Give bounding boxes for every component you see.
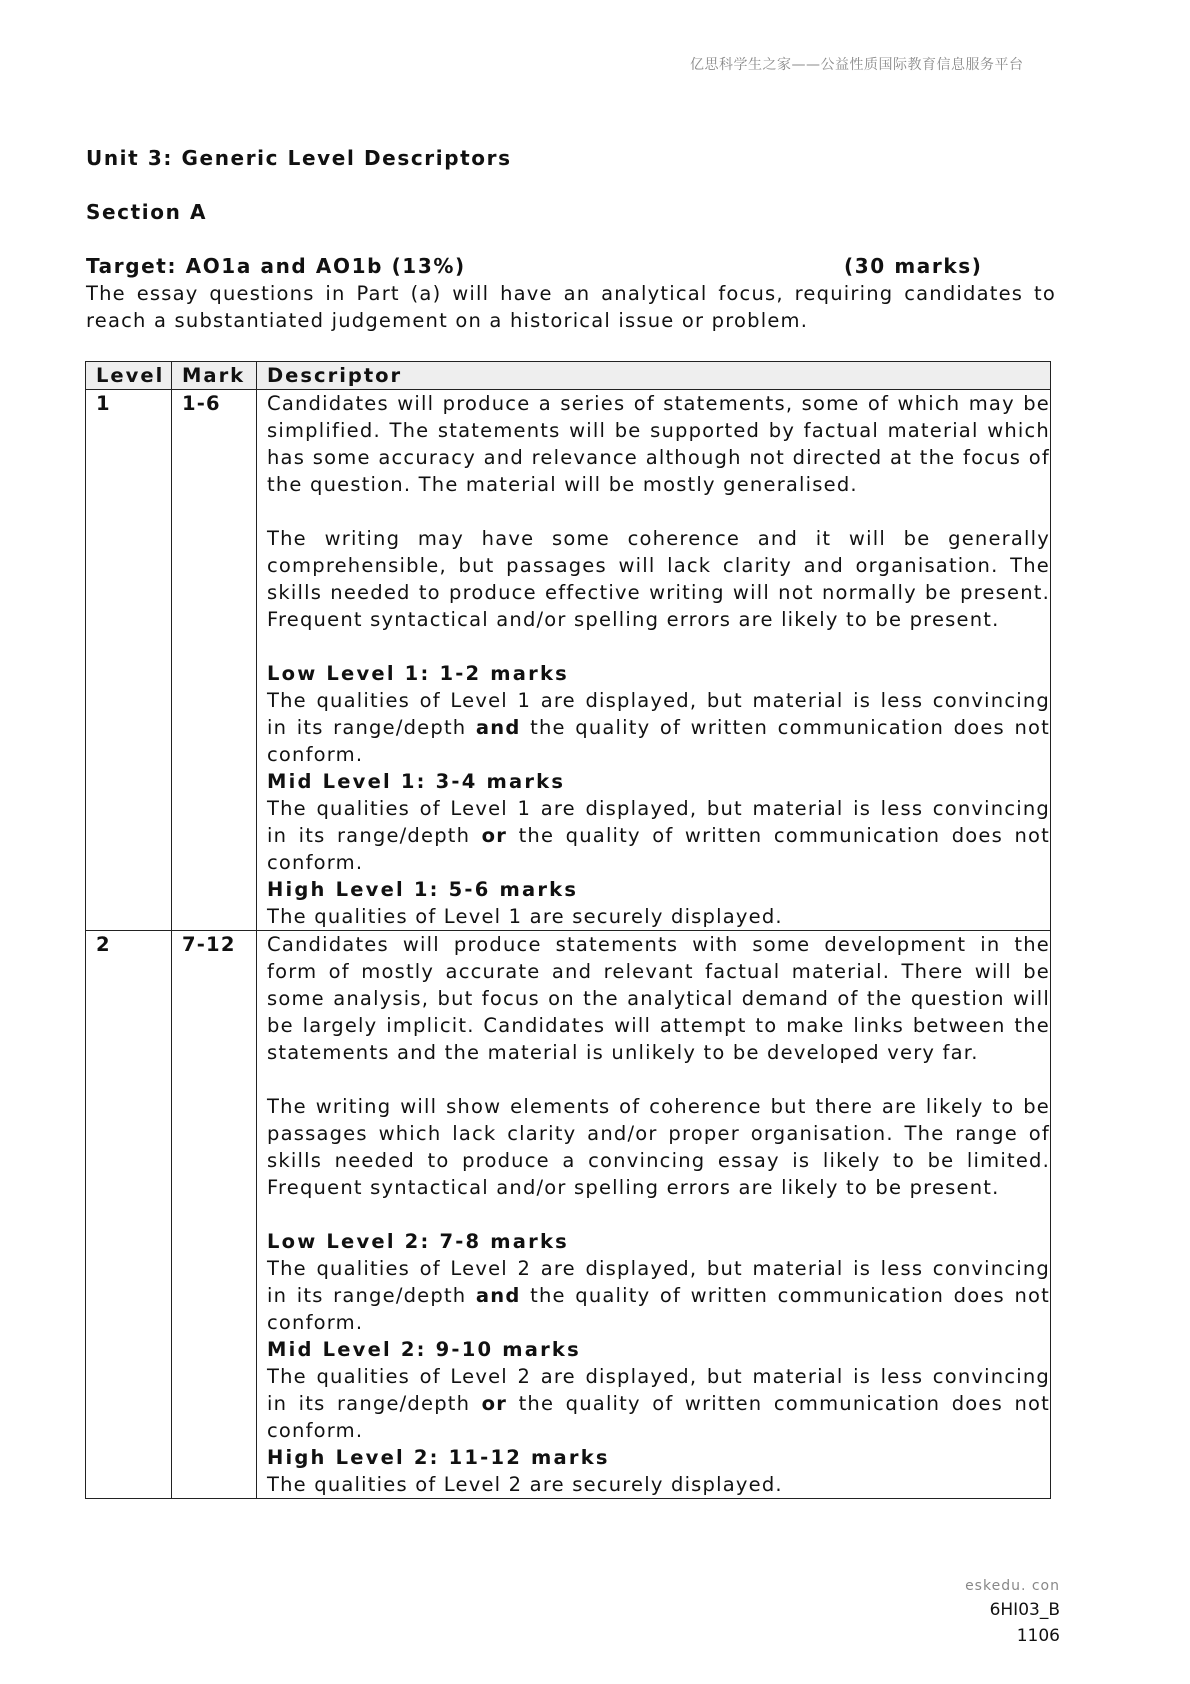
sublevel-heading: High Level 1: 5-6 marks [267,878,579,901]
mark-cell: 7-12 [172,931,257,1499]
sublevel-text: The qualities of Level 2 are securely displayed. [267,1473,783,1496]
sublevel-text: The qualities of Level 2 are displayed, but material is less convincing in its range/depth or the quality of written communication does not conform. [267,1365,1050,1442]
sublevel-text: The qualities of Level 1 are displayed, but material is less convincing in its range/depth or the quality of written communication does not conform. [267,797,1050,874]
footer-watermark: eskedu. con [965,1578,1060,1594]
level-cell: 2 [86,931,172,1499]
page-title: Unit 3: Generic Level Descriptors [86,146,512,170]
level-cell: 1 [86,390,172,931]
watermark-header: 亿思科学生之家——公益性质国际教育信息服务平台 [690,57,1024,73]
table-row [86,390,1051,931]
table-header-row [86,362,1051,390]
target-marks: (30 marks) [844,254,983,278]
descriptor-paragraph: The writing may have some coherence and it will be generally comprehensible, but passages will lack clarity and organisation. The skills needed to produce effective writing will not normally be present. Frequent syntactical and/or spelling errors are likely to be present. [267,527,1050,631]
page-number: 1106 [1016,1626,1060,1646]
document-code: 6HI03_B [989,1600,1060,1620]
sublevel-heading: High Level 2: 11-12 marks [267,1446,610,1469]
header-level: Level [86,362,172,390]
level-descriptor-table [85,361,1051,1499]
sublevel-text: The qualities of Level 2 are displayed, but material is less convincing in its range/depth and the quality of written communication does not conform. [267,1257,1050,1334]
sublevel-text: The qualities of Level 1 are securely displayed. [267,905,783,928]
sublevel-heading: Low Level 2: 7-8 marks [267,1230,569,1253]
descriptor-cell [257,931,1051,1499]
sublevel-heading: Mid Level 2: 9-10 marks [267,1338,581,1361]
header-mark: Mark [172,362,257,390]
sublevel-heading: Low Level 1: 1-2 marks [267,662,569,685]
descriptor-paragraph: Candidates will produce statements with some development in the form of mostly accurate and relevant factual material. There will be some analysis, but focus on the analytical demand of the question will be largely implicit. Candidates will attempt to make links between the statements and the material is unlikely to be developed very far. [267,933,1050,1064]
section-heading: Section A [86,200,208,224]
descriptor-paragraph: The writing will show elements of coherence but there are likely to be passages which lack clarity and/or proper organisation. The range of skills needed to produce a convincing essay is likely to be limited. Frequent syntactical and/or spelling errors are likely to be present. [267,1095,1050,1199]
header-descriptor: Descriptor [257,362,1051,390]
intro-paragraph: The essay questions in Part (a) will have an analytical focus, requiring candidates to reach a substantiated judgement on a historical issue or problem. [86,282,1056,332]
descriptor-paragraph: Candidates will produce a series of statements, some of which may be simplified. The statements will be supported by factual material which has some accuracy and relevance although not directed at the focus of the question. The material will be mostly generalised. [267,392,1050,496]
target-label: Target: AO1a and AO1b (13%) [86,254,466,278]
sublevel-text: The qualities of Level 1 are displayed, but material is less convincing in its range/depth and the quality of written communication does not conform. [267,689,1050,766]
table-row [86,931,1051,1499]
sublevel-heading: Mid Level 1: 3-4 marks [267,770,566,793]
descriptor-cell [257,390,1051,931]
mark-cell: 1-6 [172,390,257,931]
